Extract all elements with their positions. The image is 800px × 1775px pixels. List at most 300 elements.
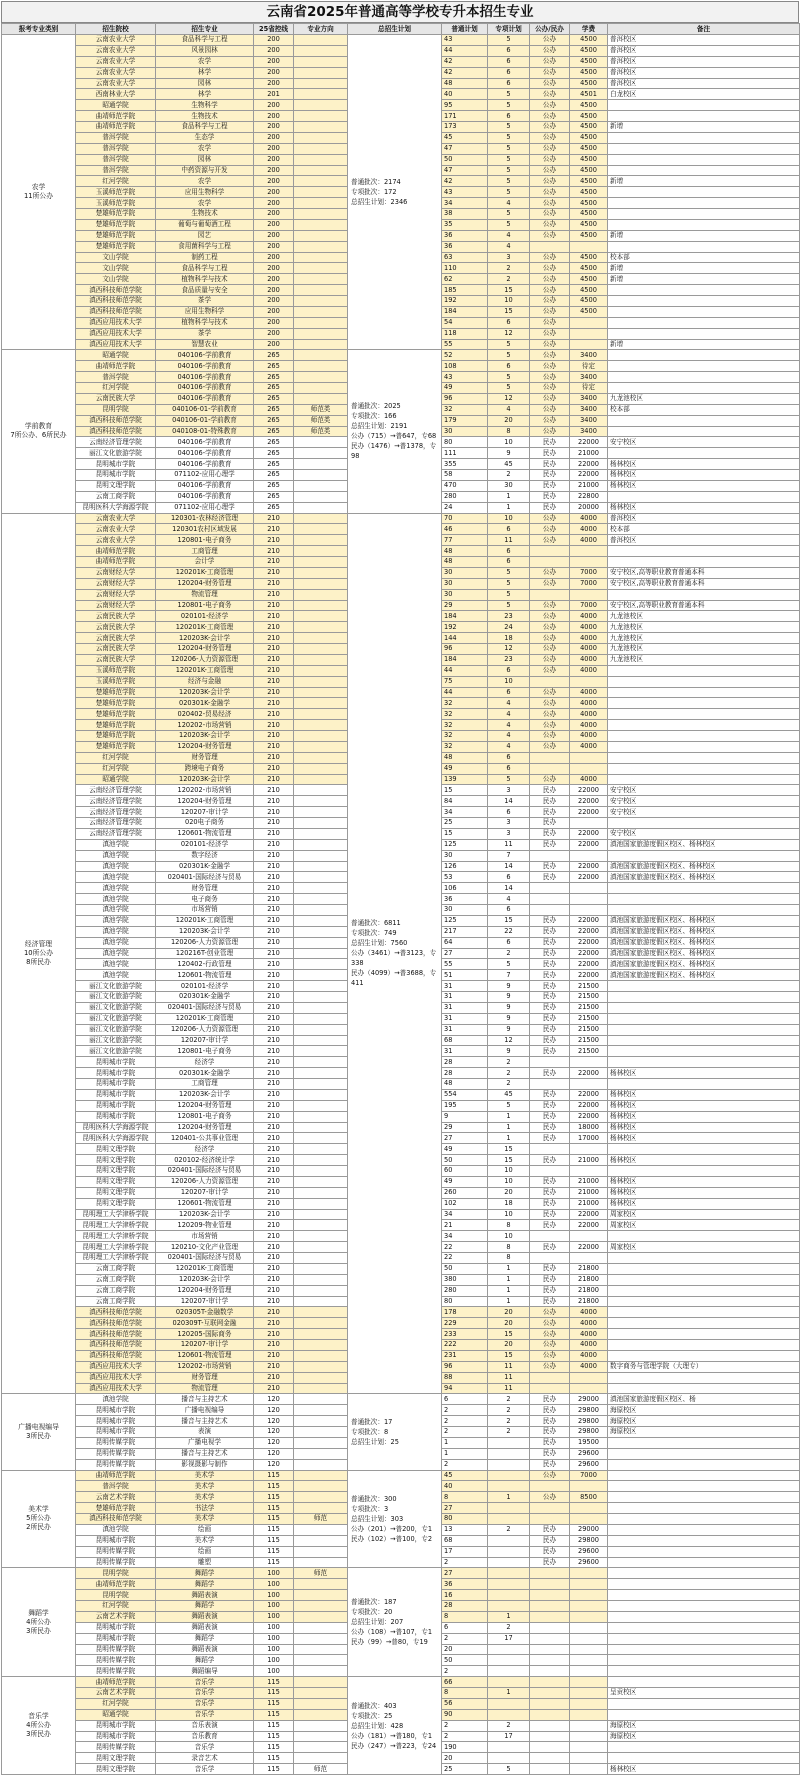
regular-plan-cell: 15 <box>442 785 488 796</box>
remark-cell <box>608 763 800 774</box>
special-plan-cell: 5 <box>488 165 530 176</box>
major-cell: 120601-物流管理 <box>156 828 254 839</box>
school-cell: 云南经济管理学院 <box>76 437 156 448</box>
ownership-cell: 公办 <box>530 535 570 546</box>
tuition-cell: 4000 <box>570 774 608 785</box>
school-cell: 红河学院 <box>76 763 156 774</box>
ownership-cell: 民办 <box>530 1002 570 1013</box>
ownership-cell <box>530 850 570 861</box>
regular-plan-cell: 55 <box>442 339 488 350</box>
tuition-cell <box>570 818 608 829</box>
tuition-cell: 4000 <box>570 731 608 742</box>
direction-cell: 师范 <box>294 1764 348 1775</box>
major-cell: 表演 <box>156 1427 254 1438</box>
ownership-cell <box>530 1253 570 1264</box>
regular-plan-cell: 40 <box>442 1481 488 1492</box>
regular-plan-cell: 27 <box>442 1133 488 1144</box>
control-line-cell: 210 <box>254 1361 294 1372</box>
special-plan-cell <box>488 1503 530 1514</box>
special-plan-cell: 6 <box>488 807 530 818</box>
ownership-cell: 公办 <box>530 35 570 46</box>
school-cell: 昆明传媒学院 <box>76 1448 156 1459</box>
school-cell: 昆明学院 <box>76 1568 156 1579</box>
category-cell: 学前教育 7所公办、6所民办 <box>2 350 76 513</box>
control-line-cell: 210 <box>254 1198 294 1209</box>
regular-plan-cell: 171 <box>442 111 488 122</box>
total-plan-cell: 普通批次：2025 专项批次：166 总招生计划：2191 公办（715）→普647，专68 民办（1476）→普1378，专98 <box>348 350 442 513</box>
direction-cell <box>294 1068 348 1079</box>
school-cell: 云南经济管理学院 <box>76 796 156 807</box>
direction-cell <box>294 807 348 818</box>
tuition-cell: 4500 <box>570 78 608 89</box>
special-plan-cell: 9 <box>488 992 530 1003</box>
school-cell: 昆明学院 <box>76 404 156 415</box>
special-plan-cell <box>488 1470 530 1481</box>
remark-cell: 杨林校区 <box>608 1155 800 1166</box>
major-cell: 040106-学前教育 <box>156 350 254 361</box>
ownership-cell: 公办 <box>530 741 570 752</box>
school-cell: 昆明城市学院 <box>76 470 156 481</box>
school-cell: 昆明文理学院 <box>76 1187 156 1198</box>
school-cell: 昆明医科大学海源学院 <box>76 1133 156 1144</box>
remark-cell <box>608 1709 800 1720</box>
school-cell: 曲靖师范学院 <box>76 557 156 568</box>
direction-cell <box>294 209 348 220</box>
special-plan-cell <box>488 1655 530 1666</box>
tuition-cell <box>570 1601 608 1612</box>
col-header: 普通计划 <box>442 24 488 35</box>
remark-cell: 安宁校区,高等职业教育普通本科 <box>608 600 800 611</box>
major-cell: 120203K-会计学 <box>156 731 254 742</box>
major-cell: 120204-财务管理 <box>156 1100 254 1111</box>
tuition-cell <box>570 1731 608 1742</box>
ownership-cell: 公办 <box>530 1350 570 1361</box>
remark-cell: 新增 <box>608 122 800 133</box>
special-plan-cell: 6 <box>488 752 530 763</box>
direction-cell <box>294 1611 348 1622</box>
regular-plan-cell: 58 <box>442 470 488 481</box>
school-cell: 云南民族大学 <box>76 622 156 633</box>
remark-cell: 安宁校区 <box>608 828 800 839</box>
regular-plan-cell: 38 <box>442 209 488 220</box>
school-cell: 红河学院 <box>76 1601 156 1612</box>
control-line-cell: 210 <box>254 1340 294 1351</box>
special-plan-cell: 6 <box>488 524 530 535</box>
tuition-cell: 22000 <box>570 470 608 481</box>
school-cell: 云南经济管理学院 <box>76 828 156 839</box>
special-plan-cell: 4 <box>488 709 530 720</box>
special-plan-cell <box>488 1579 530 1590</box>
school-cell: 西南林业大学 <box>76 89 156 100</box>
remark-cell: 杨林校区 <box>608 1122 800 1133</box>
control-line-cell: 200 <box>254 154 294 165</box>
ownership-cell: 民办 <box>530 459 570 470</box>
school-cell: 楚雄师范学院 <box>76 1503 156 1514</box>
special-plan-cell: 3 <box>488 818 530 829</box>
major-cell: 园艺 <box>156 230 254 241</box>
regular-plan-cell: 54 <box>442 317 488 328</box>
ownership-cell: 民办 <box>530 1013 570 1024</box>
tuition-cell: 20000 <box>570 502 608 513</box>
remark-cell: 新增 <box>608 176 800 187</box>
major-cell: 120203K-会计学 <box>156 1274 254 1285</box>
ownership-cell <box>530 1698 570 1709</box>
direction-cell <box>294 1198 348 1209</box>
major-cell: 生物科学 <box>156 100 254 111</box>
school-cell: 昆明城市学院 <box>76 1089 156 1100</box>
ownership-cell: 民办 <box>530 926 570 937</box>
remark-cell <box>608 1296 800 1307</box>
regular-plan-cell: 50 <box>442 1263 488 1274</box>
ownership-cell: 公办 <box>530 383 570 394</box>
school-cell: 昆明理工大学津桥学院 <box>76 1231 156 1242</box>
tuition-cell <box>570 1079 608 1090</box>
direction-cell <box>294 905 348 916</box>
ownership-cell <box>530 676 570 687</box>
special-plan-cell: 23 <box>488 654 530 665</box>
control-line-cell: 115 <box>254 1535 294 1546</box>
major-cell: 应用生物科学 <box>156 306 254 317</box>
remark-cell <box>608 361 800 372</box>
col-header: 备注 <box>608 24 800 35</box>
direction-cell <box>294 1111 348 1122</box>
control-line-cell: 210 <box>254 600 294 611</box>
tuition-cell: 4500 <box>570 263 608 274</box>
remark-cell: 海原校区 <box>608 1427 800 1438</box>
remark-cell: 杨林校区 <box>608 459 800 470</box>
ownership-cell: 民办 <box>530 1285 570 1296</box>
special-plan-cell: 1 <box>488 1611 530 1622</box>
control-line-cell: 210 <box>254 633 294 644</box>
control-line-cell: 115 <box>254 1524 294 1535</box>
ownership-cell: 公办 <box>530 252 570 263</box>
ownership-cell: 民办 <box>530 861 570 872</box>
major-cell: 农学 <box>156 176 254 187</box>
direction-cell <box>294 372 348 383</box>
major-cell: 中药资源与开发 <box>156 165 254 176</box>
school-cell: 曲靖师范学院 <box>76 361 156 372</box>
control-line-cell: 210 <box>254 1307 294 1318</box>
special-plan-cell: 10 <box>488 1209 530 1220</box>
ownership-cell: 民办 <box>530 1176 570 1187</box>
special-plan-cell <box>488 1546 530 1557</box>
tuition-cell: 4000 <box>570 535 608 546</box>
regular-plan-cell: 17 <box>442 1546 488 1557</box>
direction-cell <box>294 317 348 328</box>
regular-plan-cell: 64 <box>442 937 488 948</box>
direction-cell <box>294 1677 348 1688</box>
school-cell: 滇池学院 <box>76 970 156 981</box>
ownership-cell: 公办 <box>530 176 570 187</box>
direction-cell <box>294 502 348 513</box>
tuition-cell: 22000 <box>570 796 608 807</box>
major-cell: 120205-国际商务 <box>156 1329 254 1340</box>
control-line-cell: 210 <box>254 948 294 959</box>
school-cell: 滇西科技师范学院 <box>76 426 156 437</box>
remark-cell: 杨林校区 <box>608 1176 800 1187</box>
regular-plan-cell: 2 <box>442 1416 488 1427</box>
direction-cell <box>294 1655 348 1666</box>
remark-cell <box>608 1644 800 1655</box>
major-cell: 120801-电子商务 <box>156 1111 254 1122</box>
direction-cell <box>294 654 348 665</box>
remark-cell <box>608 154 800 165</box>
control-line-cell: 200 <box>254 111 294 122</box>
special-plan-cell: 22 <box>488 926 530 937</box>
ownership-cell <box>530 883 570 894</box>
school-cell: 云南财经大学 <box>76 578 156 589</box>
remark-cell <box>608 187 800 198</box>
direction-cell <box>294 1503 348 1514</box>
tuition-cell: 21000 <box>570 1198 608 1209</box>
remark-cell <box>608 883 800 894</box>
ownership-cell <box>530 589 570 600</box>
tuition-cell: 4500 <box>570 252 608 263</box>
control-line-cell: 210 <box>254 1079 294 1090</box>
remark-cell: 校本部 <box>608 252 800 263</box>
control-line-cell: 200 <box>254 306 294 317</box>
special-plan-cell: 1 <box>488 1688 530 1699</box>
remark-cell: 杨林校区 <box>608 1111 800 1122</box>
special-plan-cell: 9 <box>488 1046 530 1057</box>
control-line-cell: 210 <box>254 622 294 633</box>
remark-cell: 滇池国家旅游度假区校区、杨林校区 <box>608 915 800 926</box>
major-cell: 120209-物业管理 <box>156 1220 254 1231</box>
major-cell: 音乐学 <box>156 1764 254 1775</box>
remark-cell: 九龙池校区 <box>608 611 800 622</box>
major-cell: 舞蹈学 <box>156 1601 254 1612</box>
ownership-cell: 民办 <box>530 818 570 829</box>
remark-cell <box>608 383 800 394</box>
regular-plan-cell: 1 <box>442 1448 488 1459</box>
ownership-cell <box>530 1601 570 1612</box>
school-cell: 普洱学院 <box>76 143 156 154</box>
regular-plan-cell: 88 <box>442 1372 488 1383</box>
ownership-cell: 公办 <box>530 1329 570 1340</box>
tuition-cell: 3400 <box>570 415 608 426</box>
control-line-cell: 210 <box>254 774 294 785</box>
regular-plan-cell: 28 <box>442 1057 488 1068</box>
school-cell: 丽江文化旅游学院 <box>76 992 156 1003</box>
tuition-cell <box>570 339 608 350</box>
tuition-cell: 22000 <box>570 1220 608 1231</box>
regular-plan-cell: 184 <box>442 306 488 317</box>
tuition-cell: 7000 <box>570 567 608 578</box>
control-line-cell: 115 <box>254 1731 294 1742</box>
special-plan-cell: 5 <box>488 1764 530 1775</box>
special-plan-cell: 2 <box>488 1622 530 1633</box>
major-cell: 020101-经济学 <box>156 981 254 992</box>
special-plan-cell: 14 <box>488 883 530 894</box>
tuition-cell: 22000 <box>570 1068 608 1079</box>
direction-cell <box>294 1742 348 1753</box>
ownership-cell: 公办 <box>530 393 570 404</box>
special-plan-cell: 6 <box>488 905 530 916</box>
regular-plan-cell: 2 <box>442 1731 488 1742</box>
special-plan-cell: 1 <box>488 1492 530 1503</box>
major-cell: 音乐学 <box>156 1677 254 1688</box>
regular-plan-cell: 260 <box>442 1187 488 1198</box>
school-cell: 玉溪师范学院 <box>76 665 156 676</box>
direction-cell <box>294 1666 348 1677</box>
ownership-cell: 民办 <box>530 1242 570 1253</box>
ownership-cell: 民办 <box>530 1546 570 1557</box>
regular-plan-cell: 36 <box>442 1579 488 1590</box>
special-plan-cell: 5 <box>488 589 530 600</box>
regular-plan-cell: 173 <box>442 122 488 133</box>
remark-cell <box>608 992 800 1003</box>
control-line-cell: 115 <box>254 1481 294 1492</box>
remark-cell <box>608 1318 800 1329</box>
school-cell: 云南工商学院 <box>76 1274 156 1285</box>
col-header: 报考专业类别 <box>2 24 76 35</box>
school-cell: 滇西应用技术大学 <box>76 1361 156 1372</box>
tuition-cell <box>570 1590 608 1601</box>
tuition-cell: 4500 <box>570 306 608 317</box>
direction-cell <box>294 89 348 100</box>
control-line-cell: 200 <box>254 78 294 89</box>
special-plan-cell: 23 <box>488 611 530 622</box>
control-line-cell: 210 <box>254 1035 294 1046</box>
remark-cell: 数字商务与管理学院（大理专） <box>608 1361 800 1372</box>
school-cell: 昆明城市学院 <box>76 459 156 470</box>
tuition-cell: 21800 <box>570 1285 608 1296</box>
tuition-cell: 4000 <box>570 709 608 720</box>
ownership-cell: 民办 <box>530 828 570 839</box>
tuition-cell <box>570 317 608 328</box>
school-cell: 楚雄师范学院 <box>76 241 156 252</box>
col-header: 专业方向 <box>294 24 348 35</box>
special-plan-cell <box>488 1644 530 1655</box>
school-cell: 楚雄师范学院 <box>76 741 156 752</box>
direction-cell <box>294 1285 348 1296</box>
special-plan-cell: 20 <box>488 1340 530 1351</box>
direction-cell <box>294 1709 348 1720</box>
control-line-cell: 115 <box>254 1753 294 1764</box>
special-plan-cell: 6 <box>488 872 530 883</box>
tuition-cell: 19500 <box>570 1437 608 1448</box>
major-cell: 绘画 <box>156 1546 254 1557</box>
regular-plan-cell: 96 <box>442 644 488 655</box>
remark-cell <box>608 752 800 763</box>
special-plan-cell: 7 <box>488 970 530 981</box>
special-plan-cell: 1 <box>488 1274 530 1285</box>
special-plan-cell: 5 <box>488 774 530 785</box>
school-cell: 昆明医科大学海源学院 <box>76 502 156 513</box>
school-cell: 云南工商学院 <box>76 491 156 502</box>
regular-plan-cell: 75 <box>442 676 488 687</box>
control-line-cell: 210 <box>254 1002 294 1013</box>
school-cell: 滇池学院 <box>76 872 156 883</box>
special-plan-cell: 10 <box>488 1166 530 1177</box>
regular-plan-cell: 6 <box>442 1394 488 1405</box>
special-plan-cell: 6 <box>488 361 530 372</box>
tuition-cell: 18000 <box>570 1122 608 1133</box>
remark-cell <box>608 981 800 992</box>
special-plan-cell: 11 <box>488 1372 530 1383</box>
major-cell: 广播电视编导 <box>156 1405 254 1416</box>
remark-cell: 海原校区 <box>608 1720 800 1731</box>
control-line-cell: 120 <box>254 1437 294 1448</box>
direction-cell <box>294 546 348 557</box>
regular-plan-cell: 31 <box>442 1046 488 1057</box>
major-cell: 120207-审计学 <box>156 1340 254 1351</box>
ownership-cell: 公办 <box>530 165 570 176</box>
remark-cell: 杨林校区 <box>608 1068 800 1079</box>
ownership-cell <box>530 1666 570 1677</box>
direction-cell <box>294 339 348 350</box>
control-line-cell: 210 <box>254 1329 294 1340</box>
direction-cell <box>294 915 348 926</box>
control-line-cell: 210 <box>254 894 294 905</box>
total-plan-cell: 普通批次：6811 专项批次：749 总招生计划：7560 公办（3461）→普3123，专338 民办（4099）→普3688，专411 <box>348 513 442 1394</box>
regular-plan-cell: 25 <box>442 1764 488 1775</box>
major-cell: 120801-电子商务 <box>156 535 254 546</box>
control-line-cell: 210 <box>254 981 294 992</box>
ownership-cell: 公办 <box>530 100 570 111</box>
tuition-cell <box>570 1709 608 1720</box>
control-line-cell: 265 <box>254 491 294 502</box>
school-cell: 普洱学院 <box>76 1481 156 1492</box>
control-line-cell: 210 <box>254 861 294 872</box>
school-cell: 云南工商学院 <box>76 1296 156 1307</box>
ownership-cell: 民办 <box>530 981 570 992</box>
special-plan-cell: 2 <box>488 263 530 274</box>
special-plan-cell: 8 <box>488 1242 530 1253</box>
regular-plan-cell: 22 <box>442 1253 488 1264</box>
school-cell: 楚雄师范学院 <box>76 687 156 698</box>
tuition-cell: 4500 <box>570 122 608 133</box>
total-plan-cell: 普通批次：17 专项批次：8 总招生计划：25 <box>348 1394 442 1470</box>
control-line-cell: 265 <box>254 437 294 448</box>
remark-cell <box>608 1231 800 1242</box>
direction-cell <box>294 665 348 676</box>
major-cell: 120202-市场营销 <box>156 1361 254 1372</box>
school-cell: 玉溪师范学院 <box>76 187 156 198</box>
direction-cell <box>294 513 348 524</box>
major-cell: 会计学 <box>156 557 254 568</box>
control-line-cell: 120 <box>254 1448 294 1459</box>
special-plan-cell: 1 <box>488 1133 530 1144</box>
remark-cell: 杨林校区 <box>608 1089 800 1100</box>
school-cell: 云南农业大学 <box>76 78 156 89</box>
regular-plan-cell: 32 <box>442 404 488 415</box>
special-plan-cell: 8 <box>488 426 530 437</box>
regular-plan-cell: 178 <box>442 1307 488 1318</box>
direction-cell <box>294 785 348 796</box>
tuition-cell: 22000 <box>570 785 608 796</box>
major-cell: 农学 <box>156 56 254 67</box>
school-cell: 滇西应用技术大学 <box>76 317 156 328</box>
regular-plan-cell: 60 <box>442 1166 488 1177</box>
control-line-cell: 210 <box>254 752 294 763</box>
major-cell: 物流管理 <box>156 589 254 600</box>
control-line-cell: 200 <box>254 132 294 143</box>
special-plan-cell: 17 <box>488 1633 530 1644</box>
direction-cell <box>294 763 348 774</box>
ownership-cell: 公办 <box>530 1318 570 1329</box>
regular-plan-cell: 50 <box>442 1655 488 1666</box>
major-cell: 林学 <box>156 89 254 100</box>
major-cell: 120301农村区域发展 <box>156 524 254 535</box>
control-line-cell: 210 <box>254 926 294 937</box>
direction-cell <box>294 1622 348 1633</box>
school-cell: 红河学院 <box>76 1698 156 1709</box>
special-plan-cell: 9 <box>488 1002 530 1013</box>
major-cell: 020101-经济学 <box>156 839 254 850</box>
remark-cell: 普洱校区 <box>608 78 800 89</box>
control-line-cell: 210 <box>254 1155 294 1166</box>
